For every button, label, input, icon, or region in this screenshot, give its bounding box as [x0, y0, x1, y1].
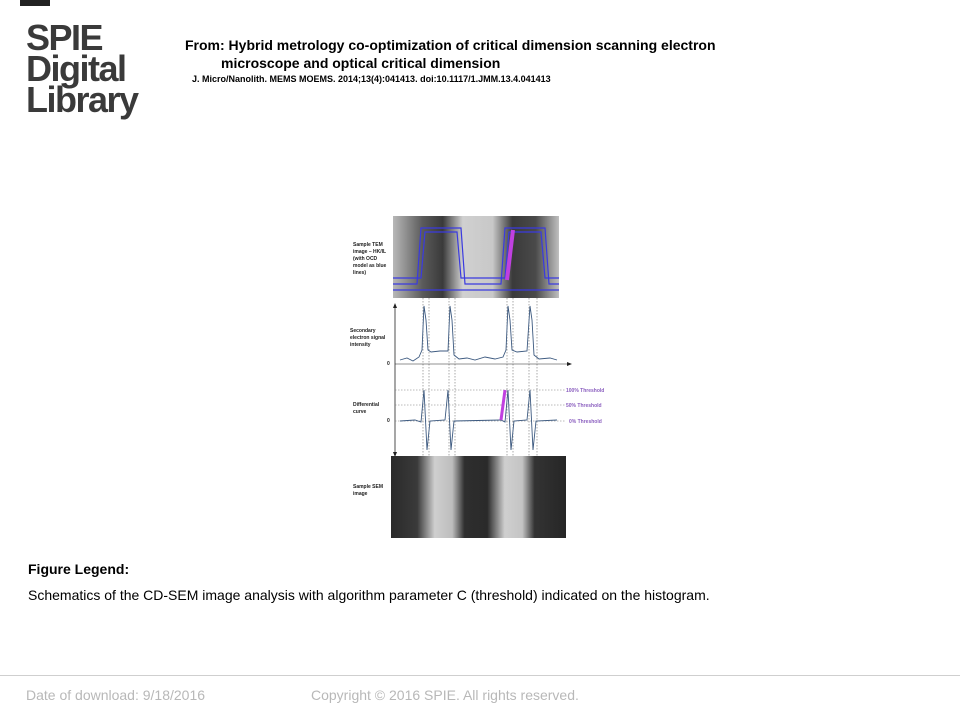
- signal-curve: [400, 306, 557, 361]
- differential-label: Differential curve: [353, 402, 380, 415]
- figure: [345, 210, 620, 545]
- zero-label-secondary: 0: [387, 361, 390, 367]
- tem-label: Sample TEM image – HK/IL (with OCD model as blue lines): [353, 242, 387, 276]
- sem-image: [391, 456, 566, 538]
- logo-line-2: Digital: [26, 48, 126, 89]
- sem-label: Sample SEM image: [353, 484, 384, 497]
- download-date: Date of download: 9/18/2016: [26, 687, 206, 703]
- figure-legend-title: Figure Legend:: [28, 561, 130, 577]
- figure-legend-text: Schematics of the CD-SEM image analysis with algorithm parameter C (threshold) indicated on the histogram.: [28, 587, 710, 603]
- secondary-label: Secondary electron signal intensity: [350, 328, 386, 348]
- logo-line-1: SPIE: [26, 17, 103, 58]
- figure-schematic: [345, 210, 620, 545]
- logo-line-3: Library: [26, 79, 138, 120]
- corner-mark: [20, 0, 50, 6]
- article-title: [185, 36, 825, 72]
- differential-curve: [400, 390, 557, 450]
- threshold-0: 0% Threshold: [569, 419, 602, 425]
- citation: J. Micro/Nanolith. MEMS MOEMS. 2014;13(4):041413. doi:10.1117/1.JMM.13.4.041413: [192, 74, 551, 84]
- copyright: Copyright © 2016 SPIE. All rights reserved.: [311, 687, 579, 703]
- threshold-lines: [395, 390, 565, 421]
- guide-lines: [423, 298, 537, 480]
- threshold-50: 50% Threshold: [566, 403, 602, 409]
- footer-divider: [0, 675, 960, 676]
- threshold-100: 100% Threshold: [566, 388, 605, 394]
- differential-highlight: [501, 390, 505, 420]
- article-title-line-1: From: Hybrid metrology co-optimization of critical dimension scanning electron: [185, 37, 716, 53]
- article-title-line-2: microscope and optical critical dimension: [221, 55, 501, 71]
- spie-digital-library-logo: [26, 17, 156, 120]
- zero-label-differential: 0: [387, 418, 390, 424]
